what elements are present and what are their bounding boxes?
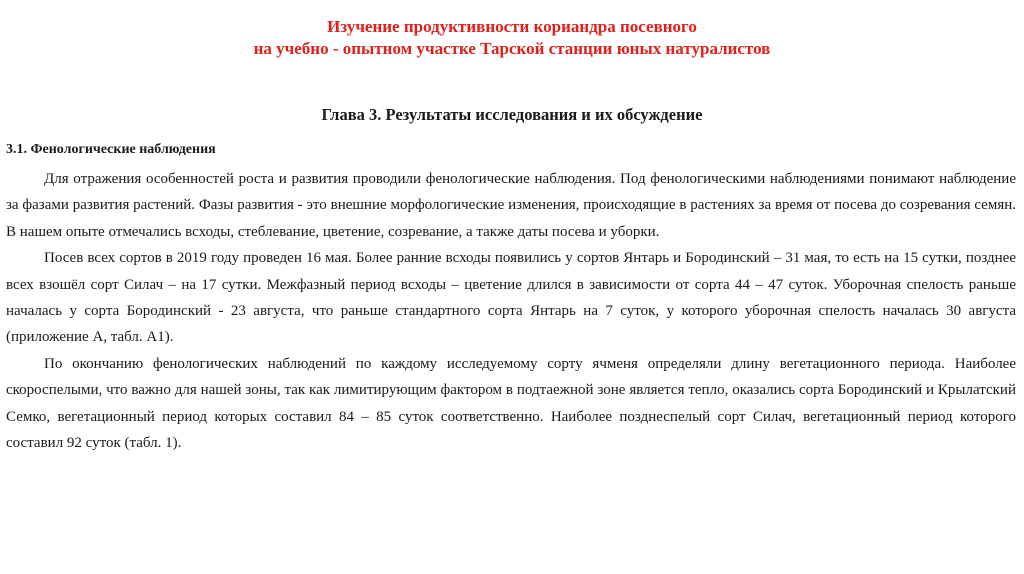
slide-title-line-1: Изучение продуктивности кориандра посевного — [327, 17, 697, 36]
paragraph-vegetation-period: По окончанию фенологических наблюдений по каждому исследуемому сорту ячменя определяли длину вегетационного периода. Наиболее скороспелыми, что важно для нашей зоны, так как лимитирующим фактором в подтаежной зоне является тепло, оказались сорта Бородинский и Крылатский Семко, вегетационный период которых составил 84 – 85 суток соответственно. Наиболее позднеспелый сорт Силач, вегетационный период которого составил 92 суток (табл. 1). — [6, 355, 1016, 452]
body-text — [6, 166, 1016, 456]
paragraph-sowing-dates: Посев всех сортов в 2019 году проведен 16 мая. Более ранние всходы появились у сортов Янтарь и Бородинский – 31 мая, то есть на 15 сутки, позднее всех взошёл сорт Силач – на 17 сутки. Межфазный период всходы – цветение длился в зависимости от сорта 44 – 47 суток. Уборочная спелость раньше началась у сорта Бородинский - 23 августа, что раньше стандартного сорта Янтарь на 7 суток, у которого уборочная спелость началась 30 августа (приложение А, табл. А1). — [6, 250, 1016, 346]
section-heading: 3.1. Фенологические наблюдения — [6, 142, 216, 157]
paragraph-phenology-intro: Для отражения особенностей роста и развития проводили фенологические наблюдения. Под фенологическими наблюдениями понимают наблюдение за фазами развития растений. Фазы развития - это внешние морфологические изменения, происходящие в растениях за время от посева до созревания семян. В нашем опыте отмечались всходы, стеблевание, цветение, созревание, а также даты посева и уборки. — [6, 171, 1016, 240]
chapter-heading: Глава 3. Результаты исследования и их обсуждение — [321, 105, 703, 124]
slide-title — [0, 16, 1024, 60]
slide-title-line-2: на учебно - опытном участке Тарской станции юных натуралистов — [253, 39, 771, 58]
